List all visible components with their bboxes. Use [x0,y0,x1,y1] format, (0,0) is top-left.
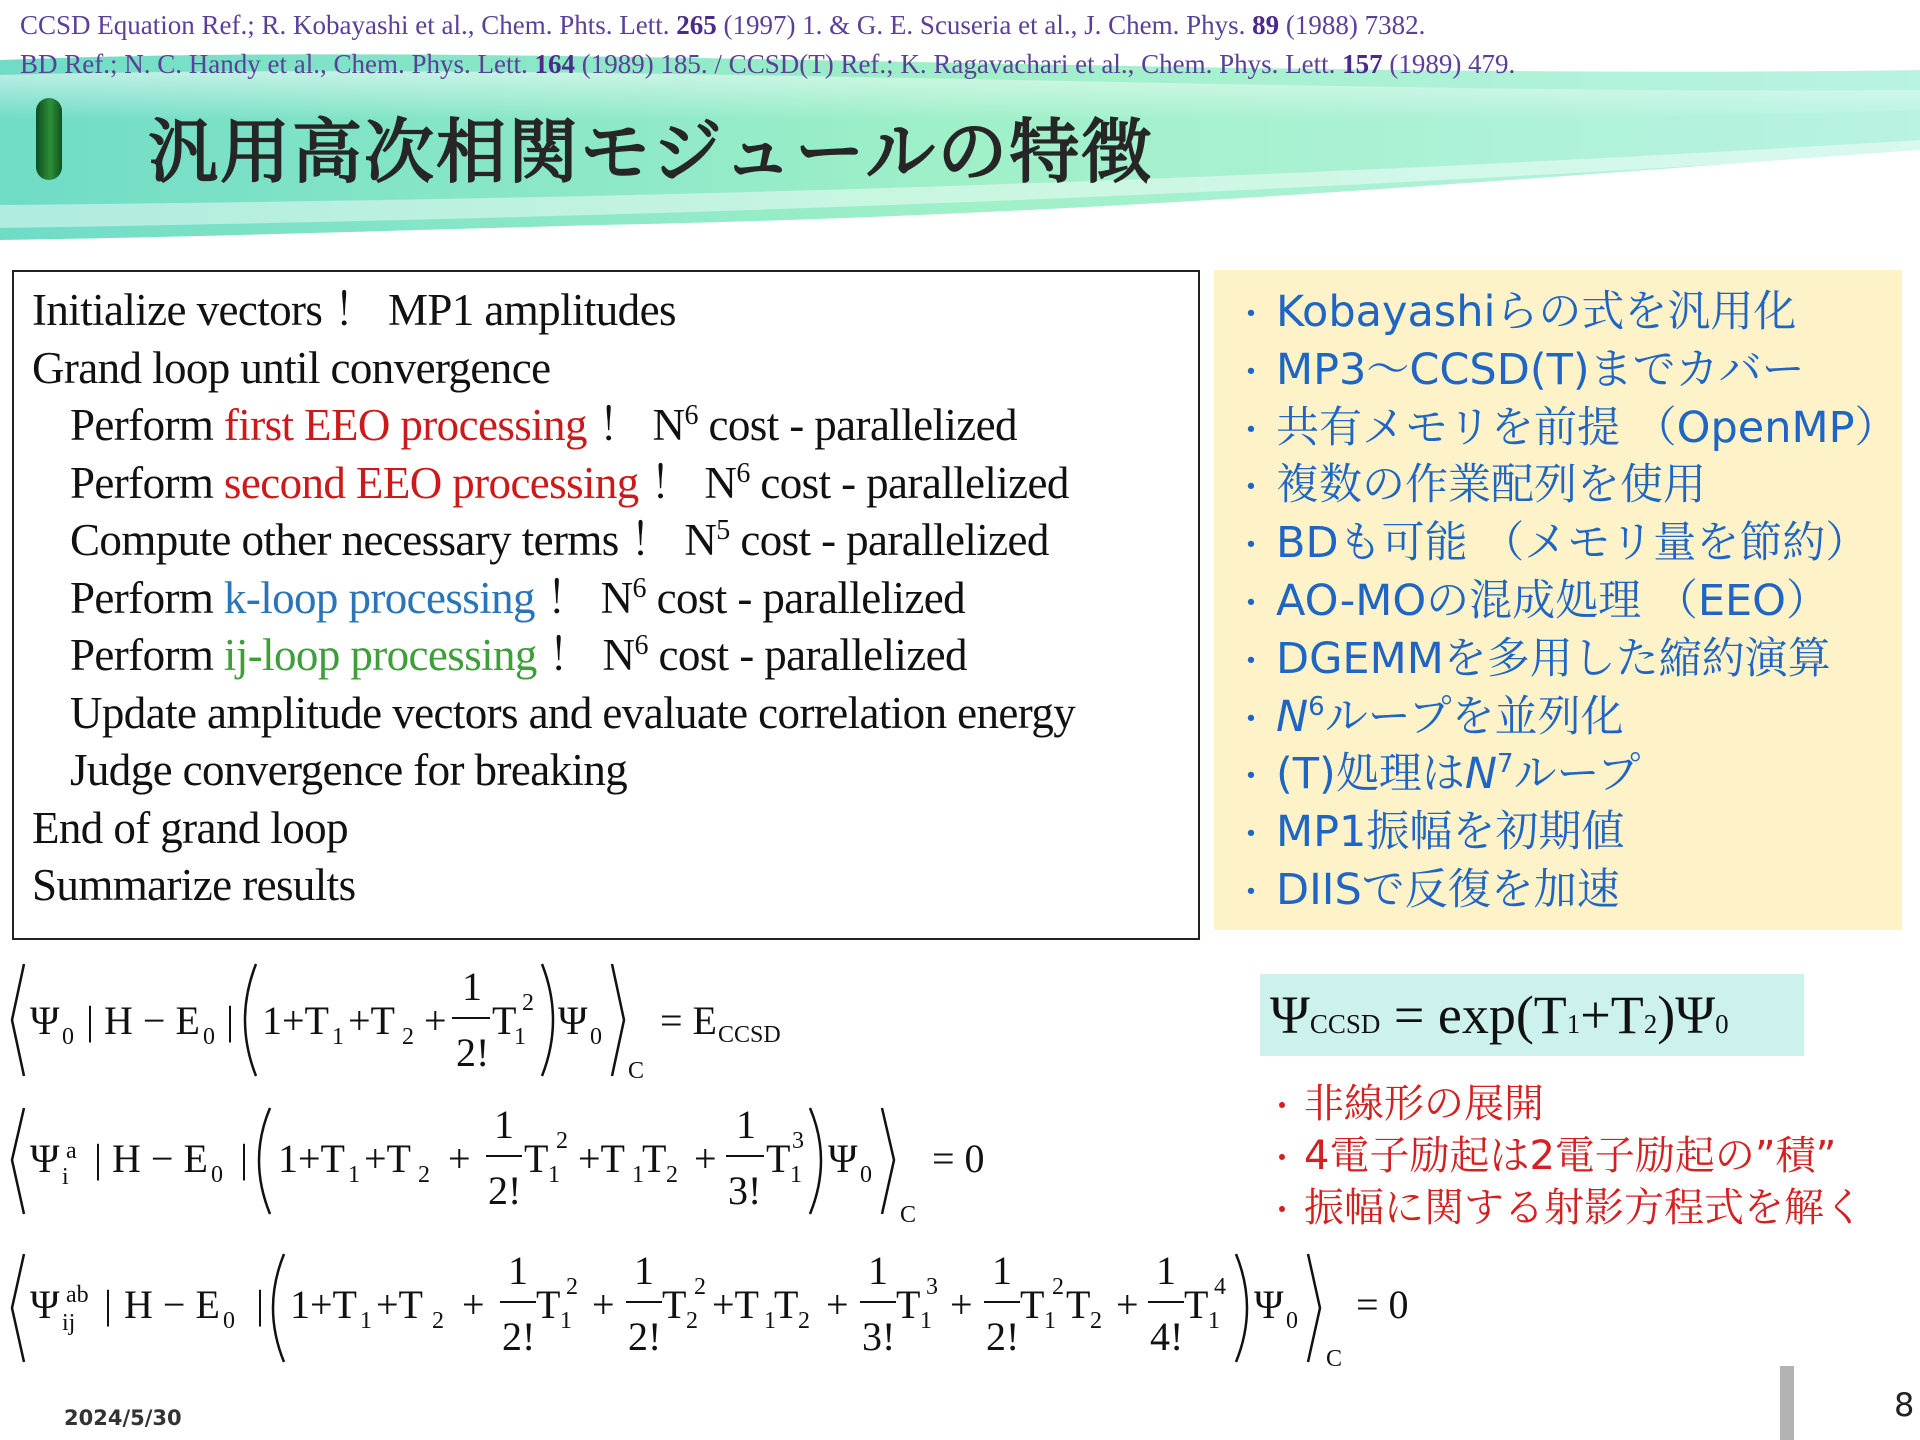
svg-text:+T: +T [712,1282,759,1327]
svg-text:1: 1 [736,1102,756,1147]
svg-text:CCSD: CCSD [718,1022,781,1048]
svg-text:1: 1 [920,1308,932,1334]
svg-text:3: 3 [926,1274,938,1300]
feature-item: ・ 共有メモリを前提 （OpenMP） [1234,400,1902,458]
paren-right [1236,1254,1247,1362]
algo-line: Initialize vectors ！ MP1 amplitudes [32,285,676,335]
bracket-left [12,964,24,1076]
svg-text:1+T: 1+T [262,998,329,1043]
svg-text:0: 0 [62,1024,74,1050]
svg-text:+: + [424,998,447,1043]
svg-text:+: + [462,1282,485,1327]
feature-item: ・ MP1振幅を初期値 [1234,804,1902,862]
svg-text:T: T [524,1136,549,1181]
feature-item: ・ $N^6$ループを並列化 [1234,689,1902,747]
algo-line: Update amplitude vectors and evaluate correlation energy [70,687,1076,738]
slide-date: 2024/5/30 [64,1406,182,1430]
svg-text:2!: 2! [488,1168,522,1213]
highlight-second-eeo: second EEO processing [223,457,639,508]
svg-text:0: 0 [590,1024,602,1050]
svg-text:C: C [900,1202,917,1228]
svg-text:T: T [766,1136,791,1181]
algo-line: Compute other necessary terms ！ $N^5$ cost - parallelized [70,515,1049,565]
note-item: ・ 非線形の展開 [1266,1078,1864,1130]
svg-text:Ψ: Ψ [30,998,60,1043]
algo-line: Judge convergence for breaking [70,745,628,795]
feature-list [1214,270,1902,930]
svg-text:2: 2 [418,1162,430,1188]
svg-text:T: T [662,1282,687,1327]
svg-text:3!: 3! [728,1168,762,1213]
svg-text:C: C [628,1058,645,1084]
svg-text:1: 1 [764,1308,776,1334]
page-number: 8 [1894,1386,1915,1424]
algo-line: Perform second EEO processing ！ $N^6$ cost - parallelized [70,457,1069,508]
svg-text:1: 1 [1156,1248,1176,1293]
ccsd-equations [0,950,1440,1370]
svg-text:2!: 2! [502,1314,536,1359]
svg-text:ab: ab [66,1282,89,1308]
svg-text:1: 1 [508,1248,528,1293]
svg-text:2: 2 [402,1024,414,1050]
svg-text:4!: 4! [1150,1314,1184,1359]
svg-text:2!: 2! [456,1030,490,1075]
svg-text:1: 1 [360,1308,372,1334]
svg-text:1: 1 [332,1024,344,1050]
algorithm-box [12,270,1200,940]
feature-item: ・ AO-MOの混成処理 （EEO） [1234,573,1902,631]
svg-text:ij: ij [62,1310,76,1336]
svg-text:4: 4 [1214,1274,1226,1300]
svg-text:0: 0 [203,1024,215,1050]
svg-text:+T: +T [348,998,395,1043]
svg-text:1+T: 1+T [278,1136,345,1181]
svg-text:+: + [826,1282,849,1327]
svg-text:Ψ: Ψ [558,998,588,1043]
svg-text:+: + [1116,1282,1139,1327]
feature-item: ・ Kobayashiらの式を汎用化 [1234,284,1902,342]
svg-text:2: 2 [694,1274,706,1300]
svg-text:H − E: H − E [104,998,200,1043]
highlight-k-loop: k-loop processing [223,572,535,623]
singles-equation [12,1102,985,1228]
svg-text:1: 1 [560,1308,572,1334]
svg-text:T: T [1184,1282,1209,1327]
svg-text:0: 0 [860,1162,872,1188]
svg-text:2: 2 [798,1308,810,1334]
feature-item: ・ DIISで反復を加速 [1234,862,1902,920]
svg-text:= 0: = 0 [1356,1282,1409,1327]
note-item: ・ 4電子励起は2電子励起の”積” [1266,1130,1864,1182]
paren-left [273,1254,284,1362]
feature-item: ・ (T)処理は$N^7$ループ [1234,746,1902,804]
bracket-right [612,964,624,1076]
highlight-first-eeo: first EEO processing [223,400,587,450]
svg-text:1: 1 [514,1024,526,1050]
svg-text:H − E: H − E [112,1136,208,1181]
svg-text:+: + [950,1282,973,1327]
svg-text:3!: 3! [862,1314,896,1359]
svg-text:2: 2 [1090,1308,1102,1334]
algo-line: Perform k-loop processing ！ $N^6$ cost - parallelized [70,572,966,623]
svg-text:2!: 2! [628,1314,662,1359]
svg-text:0: 0 [223,1308,235,1334]
ccsd-wavefunction: ΨCCSD = exp(T1+T2)Ψ0 [1260,974,1804,1056]
svg-text:|: | [240,1136,249,1181]
svg-text:1: 1 [548,1162,560,1188]
svg-text:T: T [774,1282,799,1327]
svg-text:|: | [94,1136,103,1181]
svg-text:3: 3 [792,1128,804,1154]
svg-text:= E: = E [660,998,717,1043]
paren-right [542,964,553,1076]
svg-text:1: 1 [494,1102,514,1147]
feature-item: ・ DGEMMを多用した縮約演算 [1234,631,1902,689]
svg-text:1: 1 [992,1248,1012,1293]
svg-text:1: 1 [1208,1308,1220,1334]
svg-text:T: T [896,1282,921,1327]
svg-text:1: 1 [634,1248,654,1293]
svg-text:Ψ: Ψ [30,1282,60,1327]
svg-text:T: T [1020,1282,1045,1327]
svg-text:1: 1 [868,1248,888,1293]
note-item: ・ 振幅に関する射影方程式を解く [1266,1182,1864,1234]
feature-item: ・ MP3～CCSD(T)までカバー [1234,342,1902,400]
svg-text:1: 1 [462,964,482,1009]
svg-text:+T: +T [364,1136,411,1181]
reference-line-2: BD Ref.; N. C. Handy et al., Chem. Phys. Lett. 164 (1989) 185. / CCSD(T) Ref.; K. Ragavachari et al., Chem. Phys. Lett. 157 (1989) 479. [20,49,1516,79]
references [20,6,1900,84]
bracket-right [1308,1254,1320,1362]
svg-text:|: | [86,998,95,1043]
feature-item: ・ BDも可能 （メモリ量を節約） [1234,515,1902,573]
svg-text:1+T: 1+T [290,1282,357,1327]
svg-text:Ψ: Ψ [1254,1282,1284,1327]
svg-text:+T: +T [578,1136,625,1181]
feature-item: ・ 複数の作業配列を使用 [1234,457,1902,515]
svg-text:H − E: H − E [124,1282,220,1327]
svg-text:Ψ: Ψ [30,1136,60,1181]
svg-text:2: 2 [522,990,534,1016]
title-accent-bar [36,98,62,180]
svg-text:+: + [448,1136,471,1181]
svg-text:+: + [694,1136,717,1181]
svg-text:Ψ: Ψ [828,1136,858,1181]
algo-line: End of grand loop [32,802,348,853]
svg-text:1: 1 [1044,1308,1056,1334]
page-number-bar [1780,1366,1794,1440]
paren-left [245,964,256,1076]
svg-text:T: T [536,1282,561,1327]
svg-text:i: i [62,1164,69,1190]
svg-text:|: | [104,1282,113,1327]
highlight-ij-loop: ij-loop processing [223,630,537,680]
bracket-left [12,1254,24,1362]
svg-text:C: C [1326,1346,1343,1370]
svg-text:2: 2 [666,1162,678,1188]
svg-text:2!: 2! [986,1314,1020,1359]
svg-text:|: | [256,1282,265,1327]
svg-text:1: 1 [632,1162,644,1188]
svg-text:0: 0 [211,1162,223,1188]
bracket-left [12,1108,24,1214]
svg-text:2: 2 [1052,1274,1064,1300]
svg-text:2: 2 [566,1274,578,1300]
svg-text:+: + [592,1282,615,1327]
paren-right [810,1108,821,1214]
svg-text:T: T [642,1136,667,1181]
svg-text:1: 1 [790,1162,802,1188]
svg-text:T: T [492,998,517,1043]
svg-text:T: T [1066,1282,1091,1327]
svg-text:2: 2 [556,1128,568,1154]
svg-text:0: 0 [1286,1308,1298,1334]
svg-text:+T: +T [376,1282,423,1327]
algo-line: Perform ij-loop processing ！ $N^6$ cost - parallelized [70,630,967,680]
svg-text:|: | [226,998,235,1043]
algo-line: Summarize results [32,860,356,910]
algo-line: Perform first EEO processing ！ $N^6$ cost - parallelized [70,400,1017,450]
svg-text:a: a [66,1138,77,1164]
reference-line-1: CCSD Equation Ref.; R. Kobayashi et al., Chem. Phts. Lett. 265 (1997) 1. & G. E. Scuseria et al., J. Chem. Phys. 89 (1988) 7382. [20,10,1426,40]
svg-text:= 0: = 0 [932,1136,985,1181]
svg-text:1: 1 [348,1162,360,1188]
slide-title: 汎用高次相関モジュールの特徴 [148,111,1154,193]
svg-text:2: 2 [686,1308,698,1334]
doubles-equation [12,1248,1409,1370]
svg-text:2: 2 [432,1308,444,1334]
energy-equation [12,964,781,1084]
bracket-right [882,1108,894,1214]
algo-line: Grand loop until convergence [32,342,551,393]
paren-left [259,1108,270,1214]
